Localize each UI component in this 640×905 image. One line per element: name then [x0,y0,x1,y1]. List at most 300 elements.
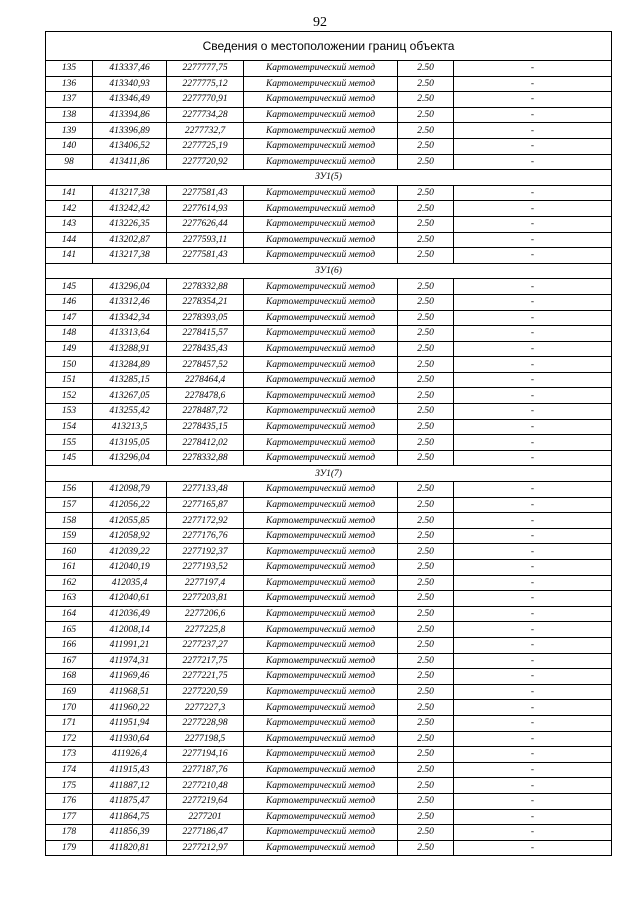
point-number-cell: 135 [46,61,93,77]
note-cell: - [454,294,612,310]
accuracy-cell: 2.50 [398,185,454,201]
table-row [46,216,612,232]
accuracy-cell: 2.50 [398,123,454,139]
point-number-cell: 136 [46,76,93,92]
point-number-cell: 159 [46,528,93,544]
x-coordinate-cell: 411930,64 [93,731,167,747]
table-row [46,310,612,326]
note-cell: - [454,482,612,498]
x-coordinate-cell: 413312,46 [93,294,167,310]
point-number-cell: 139 [46,123,93,139]
x-coordinate-cell: 413202,87 [93,232,167,248]
method-cell: Картометрический метод [244,248,398,264]
y-coordinate-cell: 2277176,76 [167,528,244,544]
table-row [46,591,612,607]
method-cell: Картометрический метод [244,107,398,123]
method-cell: Картометрический метод [244,762,398,778]
note-cell: - [454,591,612,607]
point-number-cell: 141 [46,185,93,201]
x-coordinate-cell: 413255,42 [93,404,167,420]
y-coordinate-cell: 2277225,8 [167,622,244,638]
note-cell: - [454,575,612,591]
table-title: Сведения о местоположении границ объекта [46,32,612,61]
method-cell: Картометрический метод [244,232,398,248]
note-cell: - [454,107,612,123]
point-number-cell: 140 [46,138,93,154]
point-number-cell: 179 [46,840,93,856]
accuracy-cell: 2.50 [398,528,454,544]
y-coordinate-cell: 2277198,5 [167,731,244,747]
point-number-cell: 169 [46,684,93,700]
y-coordinate-cell: 2278332,88 [167,450,244,466]
x-coordinate-cell: 413213,5 [93,419,167,435]
point-number-cell: 176 [46,793,93,809]
method-cell: Картометрический метод [244,310,398,326]
note-cell: - [454,61,612,77]
section-header-row [46,170,612,186]
accuracy-cell: 2.50 [398,92,454,108]
accuracy-cell: 2.50 [398,653,454,669]
accuracy-cell: 2.50 [398,762,454,778]
accuracy-cell: 2.50 [398,637,454,653]
point-number-cell: 155 [46,435,93,451]
x-coordinate-cell: 413296,04 [93,450,167,466]
table-row [46,232,612,248]
accuracy-cell: 2.50 [398,248,454,264]
note-cell: - [454,684,612,700]
point-number-cell: 137 [46,92,93,108]
x-coordinate-cell: 413396,89 [93,123,167,139]
y-coordinate-cell: 2277734,28 [167,107,244,123]
x-coordinate-cell: 413288,91 [93,341,167,357]
x-coordinate-cell: 413284,89 [93,357,167,373]
accuracy-cell: 2.50 [398,825,454,841]
accuracy-cell: 2.50 [398,404,454,420]
note-cell: - [454,372,612,388]
note-cell: - [454,450,612,466]
x-coordinate-cell: 412056,22 [93,497,167,513]
table-row [46,825,612,841]
y-coordinate-cell: 2277192,37 [167,544,244,560]
x-coordinate-cell: 413195,05 [93,435,167,451]
y-coordinate-cell: 2277614,93 [167,201,244,217]
x-coordinate-cell: 412055,85 [93,513,167,529]
method-cell: Картометрический метод [244,201,398,217]
method-cell: Картометрический метод [244,294,398,310]
y-coordinate-cell: 2277133,48 [167,482,244,498]
note-cell: - [454,138,612,154]
table-row [46,419,612,435]
accuracy-cell: 2.50 [398,341,454,357]
x-coordinate-cell: 413226,35 [93,216,167,232]
point-number-cell: 158 [46,513,93,529]
accuracy-cell: 2.50 [398,606,454,622]
point-number-cell: 146 [46,294,93,310]
x-coordinate-cell: 413217,38 [93,185,167,201]
table-row [46,575,612,591]
method-cell: Картометрический метод [244,793,398,809]
x-coordinate-cell: 411820,81 [93,840,167,856]
note-cell: - [454,216,612,232]
x-coordinate-cell: 412040,19 [93,560,167,576]
x-coordinate-cell: 411887,12 [93,778,167,794]
method-cell: Картометрический метод [244,747,398,763]
method-cell: Картометрический метод [244,560,398,576]
y-coordinate-cell: 2277212,97 [167,840,244,856]
note-cell: - [454,279,612,295]
accuracy-cell: 2.50 [398,840,454,856]
table-row [46,123,612,139]
point-number-cell: 170 [46,700,93,716]
method-cell: Картометрический метод [244,778,398,794]
table-row [46,560,612,576]
x-coordinate-cell: 413296,04 [93,279,167,295]
x-coordinate-cell: 412098,79 [93,482,167,498]
boundary-table [45,31,612,856]
accuracy-cell: 2.50 [398,575,454,591]
table-row [46,840,612,856]
accuracy-cell: 2.50 [398,372,454,388]
accuracy-cell: 2.50 [398,357,454,373]
accuracy-cell: 2.50 [398,591,454,607]
point-number-cell: 175 [46,778,93,794]
x-coordinate-cell: 411856,39 [93,825,167,841]
y-coordinate-cell: 2277581,43 [167,248,244,264]
table-row [46,154,612,170]
method-cell: Картометрический метод [244,700,398,716]
method-cell: Картометрический метод [244,513,398,529]
y-coordinate-cell: 2277227,3 [167,700,244,716]
method-cell: Картометрический метод [244,575,398,591]
table-row [46,606,612,622]
method-cell: Картометрический метод [244,684,398,700]
point-number-cell: 152 [46,388,93,404]
accuracy-cell: 2.50 [398,715,454,731]
x-coordinate-cell: 411951,94 [93,715,167,731]
table-body [46,32,612,856]
y-coordinate-cell: 2278478,6 [167,388,244,404]
accuracy-cell: 2.50 [398,497,454,513]
table-row [46,669,612,685]
point-number-cell: 149 [46,341,93,357]
point-number-cell: 153 [46,404,93,420]
y-coordinate-cell: 2277237,27 [167,637,244,653]
note-cell: - [454,248,612,264]
note-cell: - [454,747,612,763]
y-coordinate-cell: 2277210,48 [167,778,244,794]
point-number-cell: 147 [46,310,93,326]
accuracy-cell: 2.50 [398,684,454,700]
accuracy-cell: 2.50 [398,793,454,809]
accuracy-cell: 2.50 [398,138,454,154]
y-coordinate-cell: 2277775,12 [167,76,244,92]
point-number-cell: 143 [46,216,93,232]
method-cell: Картометрический метод [244,138,398,154]
table-row [46,778,612,794]
table-row [46,684,612,700]
method-cell: Картометрический метод [244,435,398,451]
note-cell: - [454,92,612,108]
y-coordinate-cell: 2278412,02 [167,435,244,451]
page-number: 92 [313,15,327,30]
note-cell: - [454,793,612,809]
note-cell: - [454,528,612,544]
table-row [46,793,612,809]
table-row [46,653,612,669]
method-cell: Картометрический метод [244,825,398,841]
table-row [46,279,612,295]
accuracy-cell: 2.50 [398,544,454,560]
x-coordinate-cell: 413411,86 [93,154,167,170]
note-cell: - [454,840,612,856]
table-row [46,435,612,451]
note-cell: - [454,497,612,513]
y-coordinate-cell: 2277194,16 [167,747,244,763]
note-cell: - [454,76,612,92]
note-cell: - [454,513,612,529]
method-cell: Картометрический метод [244,154,398,170]
y-coordinate-cell: 2278332,88 [167,279,244,295]
y-coordinate-cell: 2278415,57 [167,326,244,342]
accuracy-cell: 2.50 [398,435,454,451]
note-cell: - [454,326,612,342]
accuracy-cell: 2.50 [398,232,454,248]
point-number-cell: 171 [46,715,93,731]
x-coordinate-cell: 411974,31 [93,653,167,669]
method-cell: Картометрический метод [244,404,398,420]
method-cell: Картометрический метод [244,123,398,139]
point-number-cell: 161 [46,560,93,576]
y-coordinate-cell: 2278487,72 [167,404,244,420]
point-number-cell: 148 [46,326,93,342]
x-coordinate-cell: 412039,22 [93,544,167,560]
accuracy-cell: 2.50 [398,326,454,342]
y-coordinate-cell: 2277770,91 [167,92,244,108]
table-row [46,762,612,778]
y-coordinate-cell: 2277206,6 [167,606,244,622]
note-cell: - [454,404,612,420]
note-cell: - [454,154,612,170]
accuracy-cell: 2.50 [398,279,454,295]
table-row [46,715,612,731]
table-row [46,294,612,310]
method-cell: Картометрический метод [244,185,398,201]
point-number-cell: 154 [46,419,93,435]
y-coordinate-cell: 2277165,87 [167,497,244,513]
accuracy-cell: 2.50 [398,482,454,498]
accuracy-cell: 2.50 [398,450,454,466]
table-row [46,92,612,108]
method-cell: Картометрический метод [244,622,398,638]
note-cell: - [454,123,612,139]
accuracy-cell: 2.50 [398,747,454,763]
note-cell: - [454,341,612,357]
note-cell: - [454,388,612,404]
method-cell: Картометрический метод [244,357,398,373]
note-cell: - [454,778,612,794]
x-coordinate-cell: 412040,61 [93,591,167,607]
method-cell: Картометрический метод [244,715,398,731]
section-label: ЗУ1(5) [46,170,612,186]
y-coordinate-cell: 2278464,4 [167,372,244,388]
y-coordinate-cell: 2277720,92 [167,154,244,170]
x-coordinate-cell: 413406,52 [93,138,167,154]
method-cell: Картометрический метод [244,653,398,669]
x-coordinate-cell: 412035,4 [93,575,167,591]
y-coordinate-cell: 2278435,43 [167,341,244,357]
table-row [46,809,612,825]
note-cell: - [454,622,612,638]
point-number-cell: 145 [46,279,93,295]
table-row [46,76,612,92]
point-number-cell: 145 [46,450,93,466]
point-number-cell: 141 [46,248,93,264]
y-coordinate-cell: 2277186,47 [167,825,244,841]
table-row [46,450,612,466]
method-cell: Картометрический метод [244,482,398,498]
note-cell: - [454,825,612,841]
table-row [46,372,612,388]
x-coordinate-cell: 413242,42 [93,201,167,217]
point-number-cell: 178 [46,825,93,841]
point-number-cell: 160 [46,544,93,560]
note-cell: - [454,357,612,373]
x-coordinate-cell: 411991,21 [93,637,167,653]
note-cell: - [454,435,612,451]
x-coordinate-cell: 413346,49 [93,92,167,108]
point-number-cell: 174 [46,762,93,778]
table-row [46,185,612,201]
method-cell: Картометрический метод [244,388,398,404]
table-row [46,357,612,373]
point-number-cell: 163 [46,591,93,607]
x-coordinate-cell: 411875,47 [93,793,167,809]
accuracy-cell: 2.50 [398,154,454,170]
method-cell: Картометрический метод [244,216,398,232]
table-row [46,731,612,747]
accuracy-cell: 2.50 [398,731,454,747]
section-header-row [46,466,612,482]
x-coordinate-cell: 412036,49 [93,606,167,622]
accuracy-cell: 2.50 [398,778,454,794]
table-row [46,637,612,653]
y-coordinate-cell: 2278457,52 [167,357,244,373]
method-cell: Картометрический метод [244,326,398,342]
note-cell: - [454,544,612,560]
point-number-cell: 165 [46,622,93,638]
table-row [46,513,612,529]
method-cell: Картометрический метод [244,61,398,77]
table-row [46,544,612,560]
y-coordinate-cell: 2277777,75 [167,61,244,77]
method-cell: Картометрический метод [244,669,398,685]
y-coordinate-cell: 2277203,81 [167,591,244,607]
method-cell: Картометрический метод [244,419,398,435]
x-coordinate-cell: 411968,51 [93,684,167,700]
y-coordinate-cell: 2277219,64 [167,793,244,809]
accuracy-cell: 2.50 [398,700,454,716]
x-coordinate-cell: 411915,43 [93,762,167,778]
y-coordinate-cell: 2277221,75 [167,669,244,685]
y-coordinate-cell: 2277193,52 [167,560,244,576]
table-row [46,482,612,498]
point-number-cell: 156 [46,482,93,498]
point-number-cell: 162 [46,575,93,591]
note-cell: - [454,201,612,217]
accuracy-cell: 2.50 [398,669,454,685]
note-cell: - [454,809,612,825]
method-cell: Картометрический метод [244,76,398,92]
y-coordinate-cell: 2278354,21 [167,294,244,310]
accuracy-cell: 2.50 [398,201,454,217]
y-coordinate-cell: 2277732,7 [167,123,244,139]
table-row [46,622,612,638]
x-coordinate-cell: 411969,46 [93,669,167,685]
table-row [46,700,612,716]
accuracy-cell: 2.50 [398,310,454,326]
x-coordinate-cell: 411960,22 [93,700,167,716]
y-coordinate-cell: 2277593,11 [167,232,244,248]
note-cell: - [454,715,612,731]
x-coordinate-cell: 413217,38 [93,248,167,264]
y-coordinate-cell: 2277220,59 [167,684,244,700]
method-cell: Картометрический метод [244,528,398,544]
table-row [46,201,612,217]
section-header-row [46,263,612,279]
point-number-cell: 173 [46,747,93,763]
accuracy-cell: 2.50 [398,61,454,77]
method-cell: Картометрический метод [244,450,398,466]
y-coordinate-cell: 2277197,4 [167,575,244,591]
x-coordinate-cell: 412008,14 [93,622,167,638]
point-number-cell: 150 [46,357,93,373]
note-cell: - [454,232,612,248]
point-number-cell: 144 [46,232,93,248]
note-cell: - [454,637,612,653]
note-cell: - [454,669,612,685]
x-coordinate-cell: 413342,34 [93,310,167,326]
method-cell: Картометрический метод [244,591,398,607]
y-coordinate-cell: 2277581,43 [167,185,244,201]
y-coordinate-cell: 2277172,92 [167,513,244,529]
y-coordinate-cell: 2277201 [167,809,244,825]
x-coordinate-cell: 413337,46 [93,61,167,77]
accuracy-cell: 2.50 [398,622,454,638]
accuracy-cell: 2.50 [398,419,454,435]
method-cell: Картометрический метод [244,497,398,513]
point-number-cell: 168 [46,669,93,685]
x-coordinate-cell: 413267,05 [93,388,167,404]
point-number-cell: 142 [46,201,93,217]
x-coordinate-cell: 413394,86 [93,107,167,123]
method-cell: Картометрический метод [244,544,398,560]
x-coordinate-cell: 413285,15 [93,372,167,388]
point-number-cell: 166 [46,637,93,653]
method-cell: Картометрический метод [244,637,398,653]
point-number-cell: 167 [46,653,93,669]
y-coordinate-cell: 2277217,75 [167,653,244,669]
point-number-cell: 177 [46,809,93,825]
note-cell: - [454,185,612,201]
method-cell: Картометрический метод [244,809,398,825]
x-coordinate-cell: 412058,92 [93,528,167,544]
point-number-cell: 138 [46,107,93,123]
point-number-cell: 172 [46,731,93,747]
y-coordinate-cell: 2277725,19 [167,138,244,154]
y-coordinate-cell: 2278435,15 [167,419,244,435]
method-cell: Картометрический метод [244,92,398,108]
method-cell: Картометрический метод [244,341,398,357]
